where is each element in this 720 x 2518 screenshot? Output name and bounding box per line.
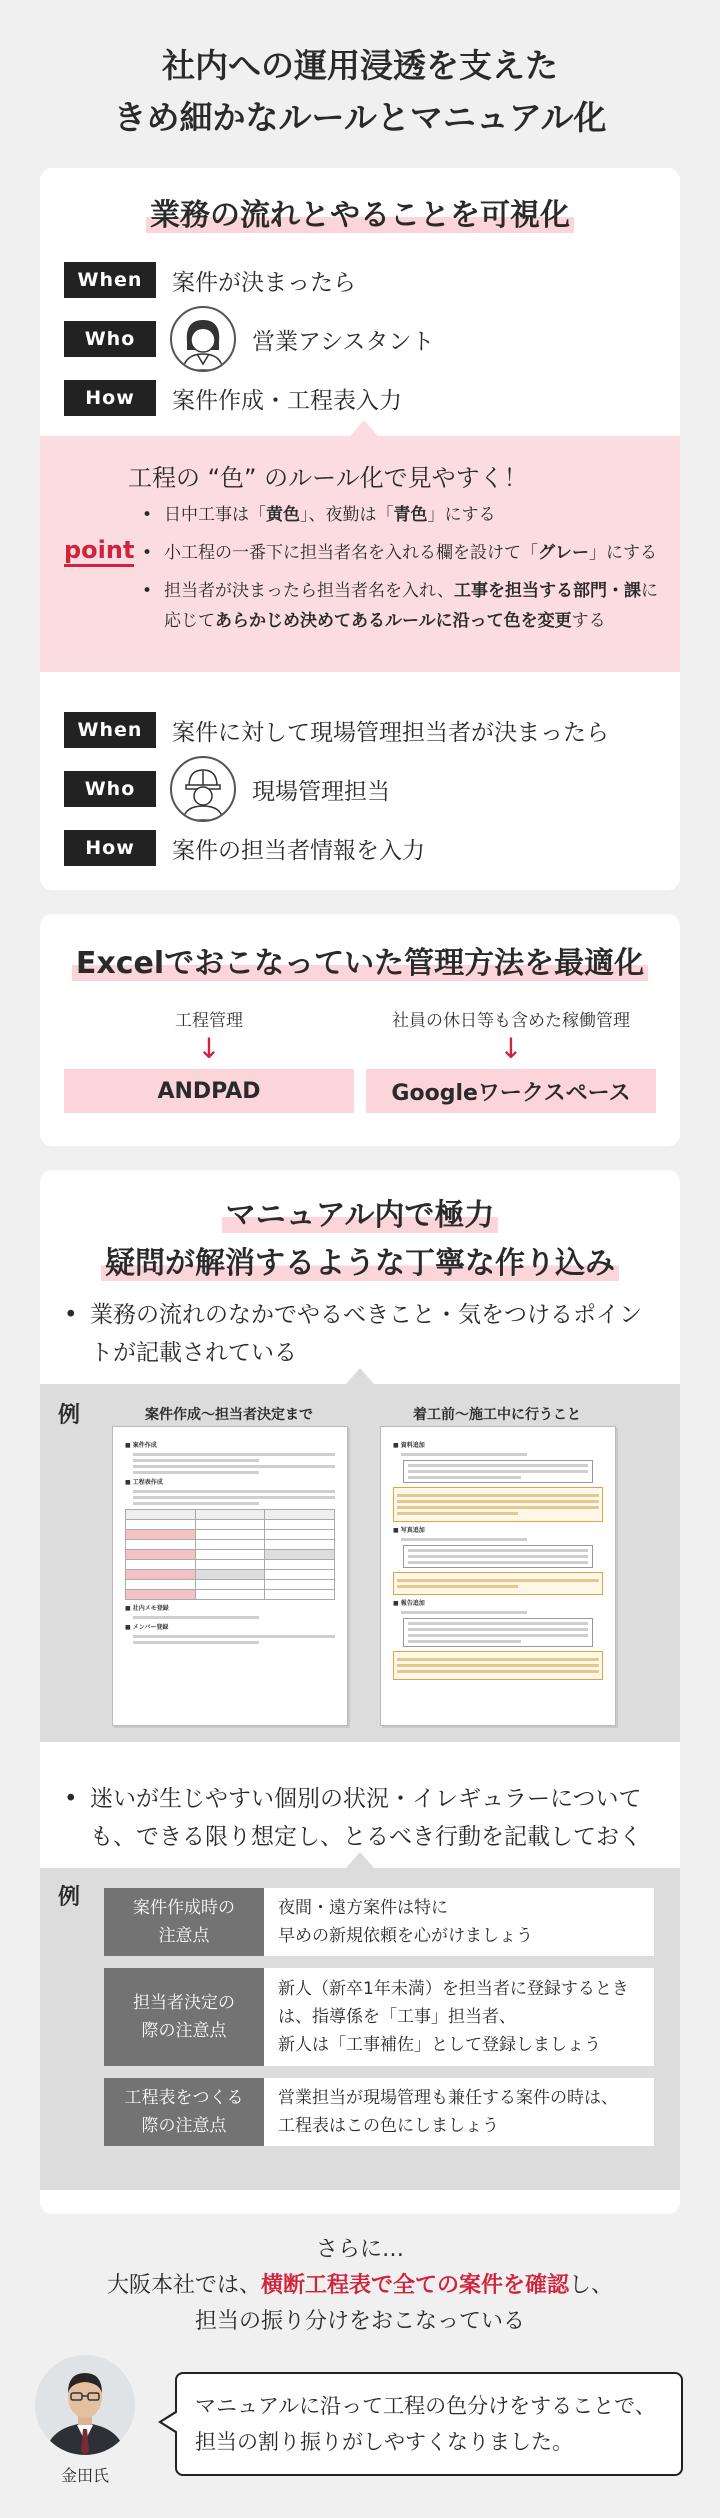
flow1-who-row [64, 306, 434, 372]
interviewee-name: 金田氏 [60, 2466, 109, 2485]
visualization-card [40, 168, 680, 890]
when-tag: When [64, 712, 156, 748]
example-value: 営業担当が現場管理も兼任する案件の時は、 工程表はこの色にしましょう [264, 2078, 654, 2146]
manual-doc-thumbnail-2: ■ 資料追加 ■ 写真追加 ■ 報告追加 [380, 1426, 616, 1726]
example-value: 夜間・遠方案件は特に 早めの新規依頼を心がけましょう [264, 1888, 654, 1956]
point-label: point [64, 536, 134, 567]
example-pointer [346, 1368, 374, 1384]
when-text: 案件が決まったら [172, 269, 356, 296]
flow2-who-row [64, 756, 390, 822]
manual-card [40, 1170, 680, 2214]
manual-bullet-1: • 業務の流れのなかでやるべきこと・気をつけるポイントが記載されている [60, 1296, 660, 1372]
manual-doc-thumbnail-1: ■ 案件作成 ■ 工程表作成 ■ 社内メモ登録 ■ メンバー登録 [112, 1426, 348, 1726]
example-row [104, 1968, 654, 2066]
manual-bullet-2: • 迷いが生じやすい個別の状況・イレギュラーについても、できる限り想定し、とるべき行動を記載しておく [60, 1780, 660, 1856]
section2-title: Excelでおこなっていた管理方法を最適化 [40, 914, 680, 982]
example-label: 例 [58, 1403, 81, 1428]
excel-optimization-card [40, 914, 680, 1146]
how-text: 案件作成・工程表入力 [172, 387, 402, 414]
page-title-line1: 社内への運用浸透を支えた [162, 46, 558, 85]
example-key: 工程表をつくる 際の注意点 [104, 2078, 264, 2146]
manual-doc-example-area [40, 1384, 680, 1742]
example-value: 新人（新卒1年未満）を担当者に登録するときは、指導係を「工事」担当者、 新人は「工事補佐」として登録しましょう [264, 1968, 654, 2066]
example-label: 例 [58, 1885, 81, 1910]
closing-line3: 担当の振り分けをおこなっている [194, 2309, 525, 2334]
example-row [104, 2078, 654, 2146]
andpad-column [64, 1006, 354, 1113]
closing-line1: さらに… [315, 2237, 404, 2262]
flow1-how-row [64, 380, 402, 416]
interviewee-photo [35, 2355, 135, 2455]
how-tag: How [64, 380, 156, 416]
point-pointer [350, 420, 378, 436]
doc2-caption: 着工前〜施工中に行うこと [413, 1407, 581, 1423]
flow2-when-row [64, 712, 609, 748]
point-title: 工程の “色” のルール化で見やすく！ [128, 464, 528, 492]
process-management-label: 工程管理 [175, 1011, 243, 1031]
closing-text [0, 2232, 720, 2340]
page-title [0, 0, 720, 168]
doc1-caption: 案件作成〜担当者決定まで [145, 1407, 313, 1423]
point-box [40, 436, 680, 672]
who-tag: Who [64, 321, 156, 357]
sales-assistant-avatar-icon [170, 306, 236, 372]
section3-title: マニュアル内で極力 疑問が解消するような丁寧な作り込み [40, 1170, 680, 1288]
point-item-1: • 日中工事は「黄色」、夜勤は「青色」にする [142, 500, 662, 530]
speech-bubble-tail-fill [162, 2412, 178, 2432]
point-item-3: • 担当者が決まったら担当者名を入れ、工事を担当する部門・課に応じてあらかじめ決めてあるルールに沿って色を変更する [142, 576, 662, 636]
how-text: 案件の担当者情報を入力 [172, 837, 425, 864]
arrow-down-icon: ↓ [499, 1032, 523, 1065]
who-text: 現場管理担当 [252, 778, 390, 805]
section1-title: 業務の流れとやることを可視化 [40, 168, 680, 234]
flow1-when-row [64, 262, 356, 298]
flow2-how-row [64, 830, 425, 866]
quote-speech-bubble: マニュアルに沿って工程の色分けをすることで、担当の割り振りがしやすくなりました。 [175, 2372, 683, 2476]
example-row [104, 1888, 654, 1956]
google-workspace-column [366, 1006, 656, 1113]
who-tag: Who [64, 771, 156, 807]
site-manager-avatar-icon [170, 756, 236, 822]
arrow-down-icon: ↓ [197, 1032, 221, 1065]
interviewee [30, 2355, 140, 2486]
example-pointer [346, 1852, 374, 1868]
closing-line2: 大阪本社では、横断工程表で全ての案件を確認し、 [106, 2273, 614, 2298]
example-key: 案件作成時の 注意点 [104, 1888, 264, 1956]
doc1-table [125, 1509, 335, 1600]
when-text: 案件に対して現場管理担当者が決まったら [172, 719, 609, 746]
andpad-box: ANDPAD [64, 1069, 354, 1113]
attendance-management-label: 社員の休日等も含めた稼働管理 [392, 1011, 630, 1031]
page-title-line2: きめ細かなルールとマニュアル化 [113, 98, 607, 137]
point-item-2: • 小工程の一番下に担当者名を入れる欄を設けて「グレー」にする [142, 538, 662, 568]
example-key: 担当者決定の 際の注意点 [104, 1968, 264, 2066]
when-tag: When [64, 262, 156, 298]
who-text: 営業アシスタント [252, 328, 435, 355]
google-workspace-box: Googleワークスペース [366, 1069, 656, 1113]
point-list [142, 500, 662, 644]
how-tag: How [64, 830, 156, 866]
